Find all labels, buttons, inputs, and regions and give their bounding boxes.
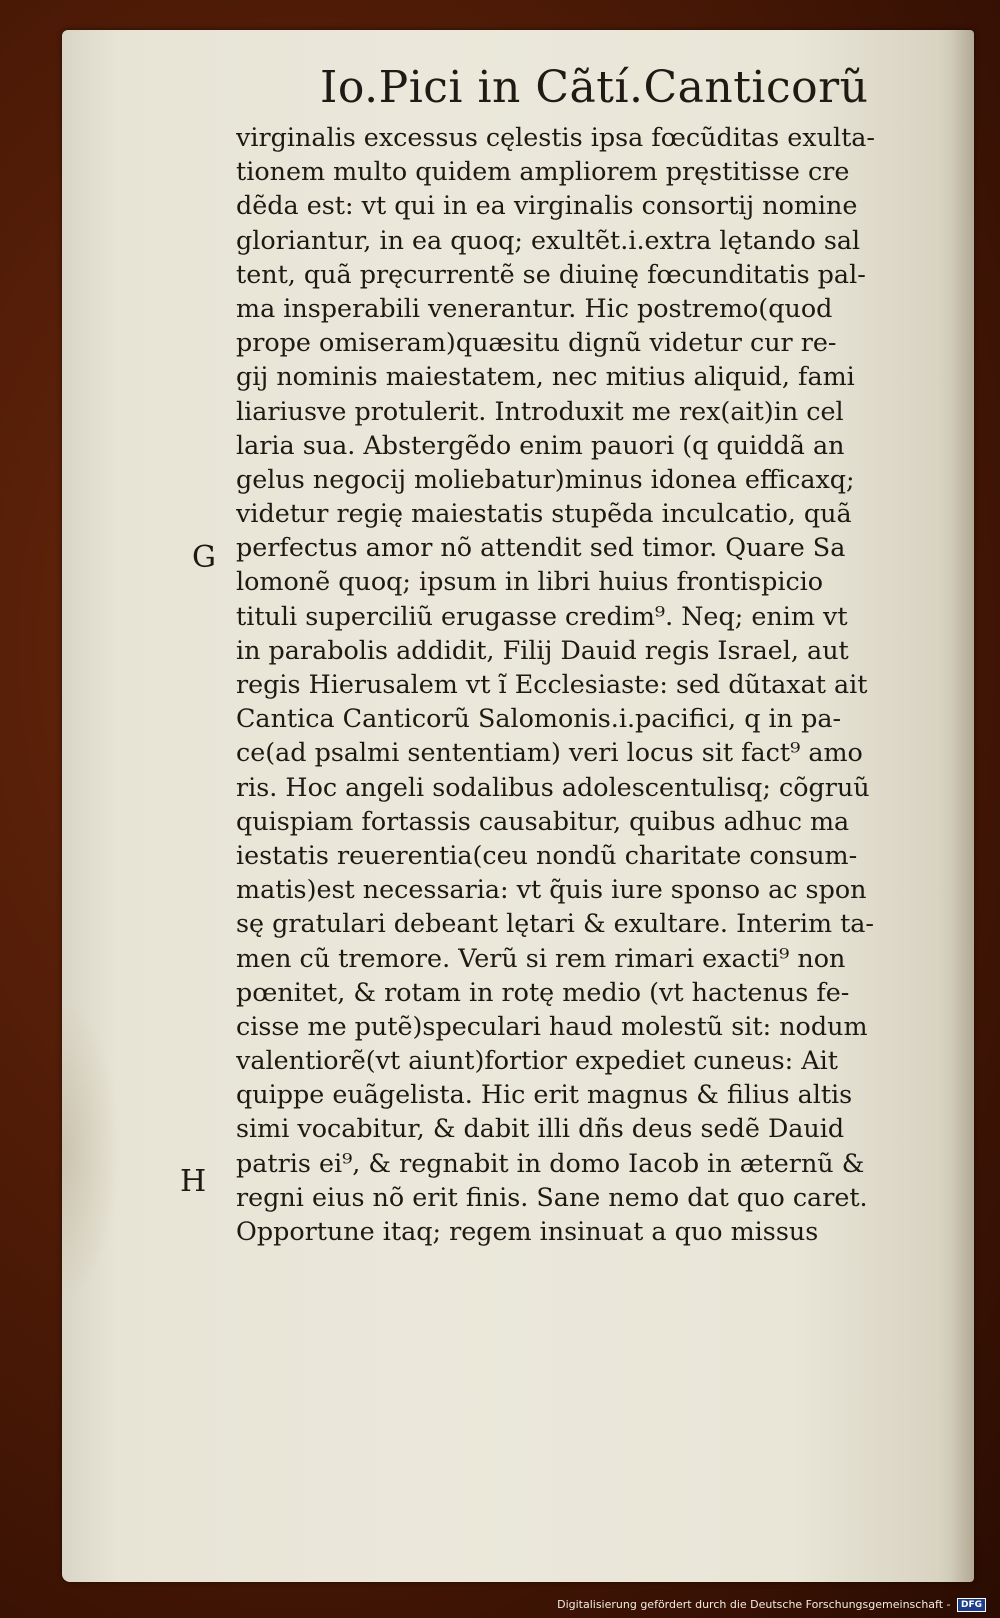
text-line: virginalis excessus cęlestis ipsa fœcũditas exulta- [236,122,876,152]
text-line: prope omiseram)quæsitu dignũ videtur cur re- [236,327,837,358]
text-line: regis Hierusalem vt ĩ Ecclesiaste: sed dũtaxat ait [236,669,868,699]
text-line: iestatis reuerentia(ceu nondũ charitate consum- [236,839,858,870]
text-line: men cũ tremore. Verũ si rem rimari exacti⁹ non [236,942,846,973]
text-line: ce(ad psalmi sententiam) veri locus sit fact⁹ amo [236,737,863,768]
text-line: in parabolis addidit, Filij Dauid regis Israel, aut [236,634,849,665]
text-line: tent, quã pręcurrentẽ se diuinę fœcunditatis pal- [236,258,866,289]
text-line: simi vocabitur, & dabit illi dñs deus sedẽ Dauid [236,1113,845,1144]
text-line: tituli superciliũ erugasse credim⁹. Neq; enim vt [236,600,848,631]
text-line: valentiorẽ(vt aiunt)fortior expediet cuneus: Ait [236,1045,838,1076]
main-text-block [236,120,884,1248]
text-line: laria sua. Abstergẽdo enim pauori (q quiddã an [236,429,845,460]
text-line: gij nominis maiestatem, nec mitius aliquid, fami [236,361,855,392]
text-line: quippe euãgelista. Hic erit magnus & filius altis [236,1079,853,1110]
text-line: Cantica Canticorũ Salomonis.i.pacifici, q in pa- [236,703,842,734]
text-line: pœnitet, & rotam in rotę medio (vt hactenus fe- [236,976,850,1007]
text-line: perfectus amor nõ attendit sed timor. Quare Sa [236,532,846,563]
digitization-credit [557,1598,986,1612]
text-line: matis)est necessaria: vt q̃uis iure sponso ac spon [236,874,867,905]
text-line: gloriantur, in ea quoq; exultẽt.i.extra lętando sal [236,224,861,255]
text-line: gelus negocij moliebatur)minus idonea efficaxq; [236,463,855,494]
text-line: tionem multo quidem ampliorem pręstitisse cre [236,156,850,187]
page-edge-shadow [950,30,974,1582]
text-line: cisse me putẽ)speculari haud molestũ sit: nodum [236,1010,868,1041]
text-line: lomonẽ quoq; ipsum in libri huius frontispicio [236,566,824,597]
text-line: patris ei⁹, & regnabit in domo Iacob in æternũ & [236,1147,865,1178]
text-line: ma insperabili venerantur. Hic postremo(quod [236,292,833,323]
text-line: liariusve protulerit. Introduxit me rex(ait)in cel [236,395,844,426]
marginal-letter-g: G [192,540,216,575]
text-line: sę gratulari debeant lętari & exultare. Interim ta- [236,908,875,939]
text-line: ris. Hoc angeli sodalibus adolescentulisq; cõgruũ [236,771,870,802]
running-title: Io.Pici in Cãtí.Canticorũ [320,62,869,113]
text-line: videtur regię maiestatis stupẽda inculcatio, quã [236,498,852,529]
text-line: dẽda est: vt qui in ea virginalis consortij nomine [236,190,858,221]
text-line: quispiam fortassis causabitur, quibus adhuc ma [236,805,850,836]
text-line: Opportune itaq; regem insinuat a quo missus [236,1216,819,1246]
marginal-letter-h: H [180,1164,207,1199]
dfg-logo-badge: DFG [957,1598,986,1612]
paper-stain [62,1000,122,1300]
text-line: regni eius nõ erit finis. Sane nemo dat quo caret. [236,1181,868,1212]
credit-text: Digitalisierung gefördert durch die Deutsche Forschungsgemeinschaft - [557,1598,951,1611]
